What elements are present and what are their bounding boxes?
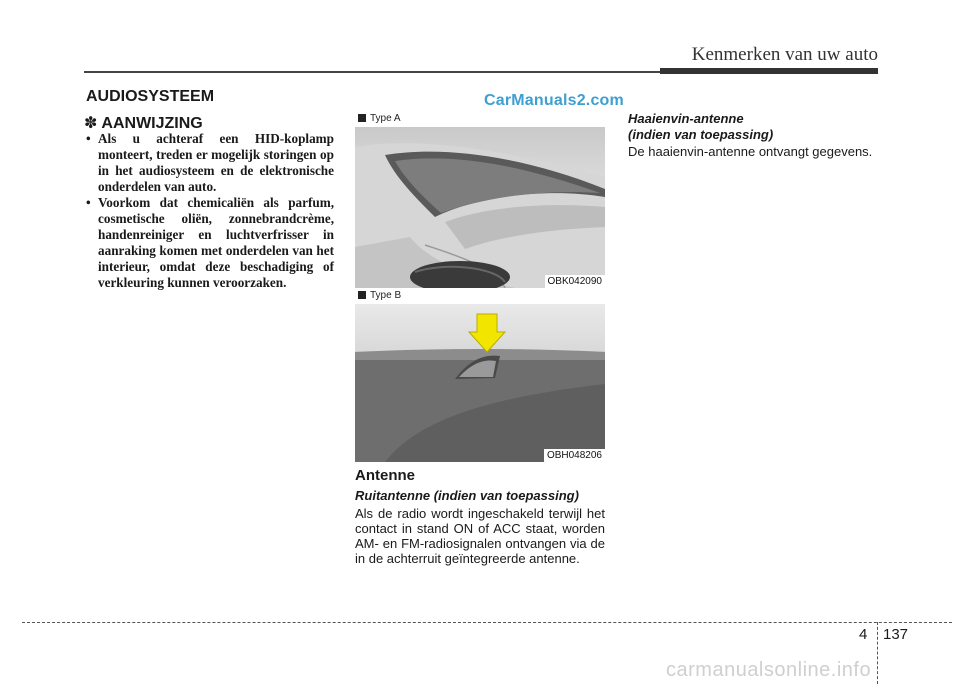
figure-b-code: OBH048206 [544, 449, 605, 462]
figure-a-image [355, 127, 605, 288]
note-bullet: • Als u achteraf een HID-koplamp monteert, treden er mogelijk storingen op in het audiosysteem en de elektronische onderdelen van auto. [84, 131, 334, 195]
chapter-number: 4 [859, 626, 868, 643]
note-bullet: • Voorkom dat chemicaliën als parfum, cosmetische oliën, zonnebrandcrème, handenreiniger en luchtverfrisser in aanraking komen met onderdelen van het interieur, omdat deze beschadiging of verkleuring kunnen veroorzaken. [84, 195, 334, 291]
figure-a-code: OBK042090 [545, 275, 606, 288]
note-heading-text: AANWIJZING [101, 115, 203, 132]
square-bullet-icon [358, 291, 366, 299]
footer-divider [22, 622, 952, 623]
car-rear-window-illustration [355, 127, 605, 288]
shark-antenna-subheading-line2: (indien van toepassing) [628, 127, 774, 142]
figure-b-label-text: Type B [370, 290, 402, 301]
note-bullet-list [84, 131, 334, 291]
footer-vertical-divider [877, 622, 878, 684]
page-number: 137 [883, 626, 909, 643]
note-heading [84, 113, 203, 133]
shark-antenna-subheading-line1: Haaienvin-antenne [628, 111, 744, 126]
header-rule-accent [660, 68, 878, 74]
watermark-top: CarManuals2.com [484, 92, 624, 109]
arrow-down-icon [469, 314, 505, 352]
note-star-icon: ✽ [84, 115, 98, 132]
antenna-heading: Antenne [355, 467, 415, 484]
roof-antenna-subheading: Ruitantenne (indien van toepassing) [355, 488, 579, 503]
shark-antenna-text: De haaienvin-antenne ontvangt gegevens. [628, 144, 873, 159]
shark-fin-antenna-illustration [355, 304, 605, 462]
watermark-bottom: carmanualsonline.info [666, 659, 872, 681]
square-bullet-icon [358, 114, 366, 122]
figure-a-label [358, 113, 401, 124]
header-rule [84, 71, 660, 73]
chapter-title: Kenmerken van uw auto [691, 44, 878, 65]
shark-antenna-subheading [628, 111, 878, 143]
figure-b-image [355, 304, 605, 462]
figure-a-label-text: Type A [370, 113, 401, 124]
section-title: AUDIOSYSTEEM [86, 88, 215, 105]
figure-b-label [358, 290, 401, 301]
roof-antenna-text: Als de radio wordt ingeschakeld terwijl het contact in stand ON of ACC staat, worden AM- en FM-radiosignalen ontvangen via de in de achterruit geïntegreerde antenne. [355, 506, 605, 566]
